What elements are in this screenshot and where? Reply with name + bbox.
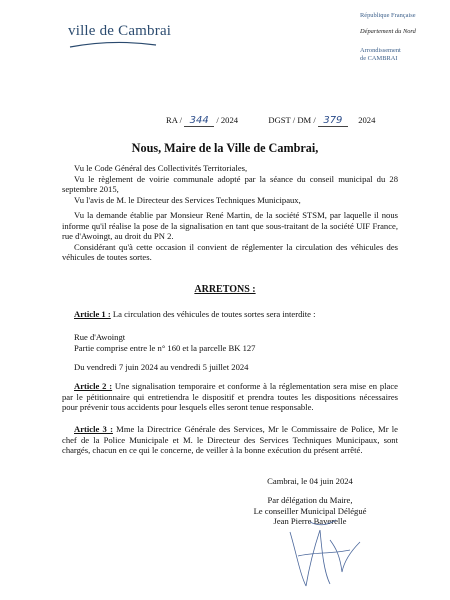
- considerants-block-2: [62, 210, 398, 263]
- republic-label: République Française: [360, 12, 416, 19]
- dgst-year: 2024: [358, 115, 376, 125]
- article-3: [62, 424, 398, 456]
- article-1-text: La circulation des véhicules de toutes sortes sera interdite :: [110, 309, 316, 319]
- dgst-number: 379: [318, 115, 348, 127]
- article-2-text: Une signalisation temporaire et conforme à la réglementation sera mise en place par le pétitionnaire qui entretiendra le dispositif et prendra toutes les dispositions nécessaires pour prévenir tous accidents pour lesquels elles seront tenue responsable.: [62, 381, 398, 412]
- ra-year: / 2024: [216, 115, 239, 125]
- handwritten-signature-icon: [270, 512, 380, 592]
- article-1-period: [62, 362, 398, 373]
- reference-line: [166, 115, 406, 127]
- considerant-circulation: Considérant qu'à cette occasion il convient de réglementer la circulation des véhicules des véhicules de toutes sortes.: [62, 241, 398, 262]
- article-3-label: Article 3 :: [74, 424, 113, 434]
- city-logo: [68, 23, 171, 40]
- logo-swoosh-icon: [68, 41, 158, 51]
- article-1-street: Rue d'Awoingt: [74, 332, 126, 342]
- arrondissement-line-2: de CAMBRAI: [360, 55, 398, 62]
- considerant-demande: Vu la demande établie par Monsieur René Martin, de la société STSM, par laquelle il nous informe qu'il réalise la pose de la signalisation en tant que sous-traitant de la société UIF France, rue d'Awoingt, au droit du PN 2.: [62, 210, 398, 241]
- department-label: Département du Nord: [360, 28, 416, 35]
- arrondissement-line-1: Arrondissement: [360, 47, 401, 54]
- delegation-line: Par délégation du Maire,: [267, 495, 353, 505]
- article-2-label: Article 2 :: [74, 381, 113, 391]
- article-1: [62, 309, 398, 320]
- arretons-text: ARRETONS :: [194, 284, 256, 295]
- considerant-reglement: Vu le règlement de voirie communale adopté par la séance du conseil municipal du 28 septembre 2015,: [62, 173, 398, 194]
- role-line: Le conseiller Municipal Délégué: [253, 505, 367, 516]
- article-3-text: Mme la Directrice Générale des Services, Mr le Commissaire de Police, Mr le chef de la Police Municipale et M. le Directeur des Services Techniques Municipaux, sont chargés, chacun en ce qui le concerne, de veiller à la bonne exécution du présent arrêté.: [62, 424, 398, 455]
- considerant-avis: Vu l'avis de M. le Directeur des Services Techniques Municipaux,: [74, 194, 301, 205]
- article-1-section: Partie comprise entre le n° 160 et la parcelle BK 127: [74, 342, 256, 353]
- logo-text: ville de Cambrai: [68, 23, 172, 39]
- article-1-dates: Du vendredi 7 juin 2024 au vendredi 5 juillet 2024: [74, 362, 249, 372]
- arretons-heading: [0, 284, 450, 295]
- considerant-code: Vu le Code Général des Collectivités Territoriales,: [74, 163, 248, 173]
- signatory-name: Jean Pierre Baverelle: [273, 516, 347, 526]
- article-1-label: Article 1 :: [74, 309, 111, 319]
- place-date: Cambrai, le 04 juin 2024: [267, 476, 353, 486]
- document-title: Nous, Maire de la Ville de Cambrai,: [131, 141, 319, 155]
- ra-number: 344: [184, 115, 214, 127]
- article-1-location: [62, 332, 398, 353]
- considerants-block-1: [62, 163, 398, 205]
- ra-label: RA /: [166, 115, 182, 125]
- header-right-block: [360, 12, 416, 63]
- article-2: [62, 381, 398, 413]
- dgst-label: DGST / DM /: [268, 115, 316, 125]
